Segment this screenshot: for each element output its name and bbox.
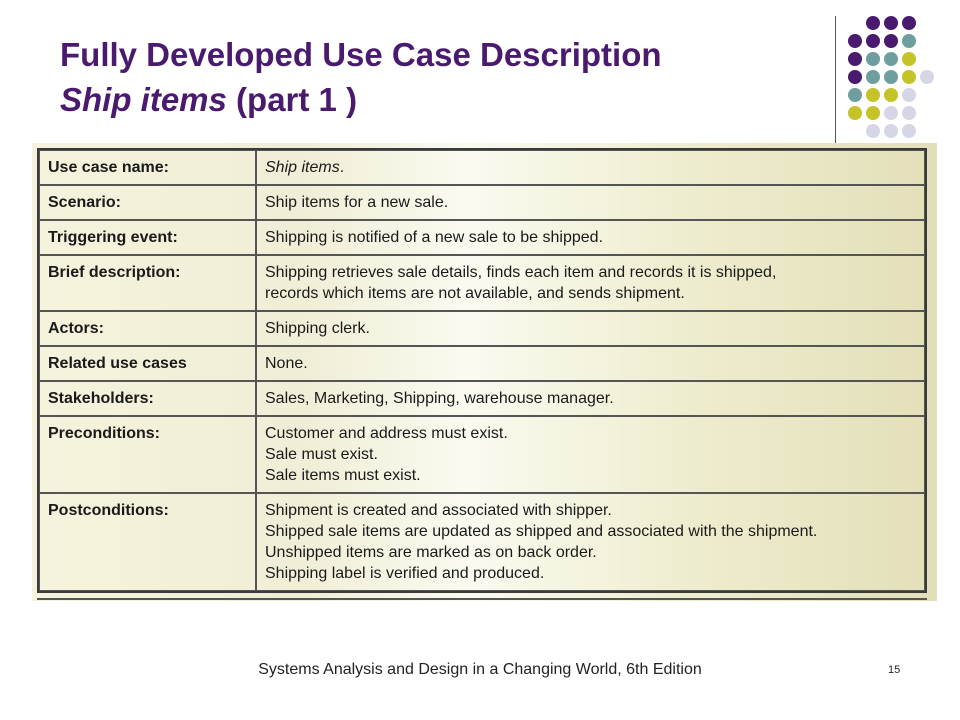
row-label: Brief description: [39, 255, 256, 311]
title-use-case-name: Ship items [60, 81, 227, 118]
row-value-line: Unshipped items are marked as on back order. [265, 544, 597, 561]
row-value-italic: Ship items [265, 159, 340, 176]
decorative-dot [884, 106, 898, 120]
decorative-dot [884, 34, 898, 48]
decorative-dot [884, 52, 898, 66]
decorative-dot [902, 106, 916, 120]
row-value [256, 185, 925, 220]
row-label: Scenario: [39, 185, 256, 220]
row-label: Use case name: [39, 150, 256, 185]
decorative-dot [848, 52, 862, 66]
row-value-line: Shipping clerk. [265, 320, 370, 337]
row-value [256, 493, 925, 591]
decorative-dot [902, 88, 916, 102]
decorative-dot [848, 106, 862, 120]
decorative-dot [884, 88, 898, 102]
row-value-line: Shipped sale items are updated as shipped and associated with the shipment. [265, 523, 818, 540]
title-divider-line [835, 16, 836, 146]
decorative-dot [866, 34, 880, 48]
row-value-line: Shipment is created and associated with shipper. [265, 502, 612, 519]
decorative-dot [866, 124, 880, 138]
decorative-dot [902, 52, 916, 66]
title-line-2 [60, 77, 820, 122]
row-label: Actors: [39, 311, 256, 346]
row-value [256, 346, 925, 381]
decorative-dot [902, 124, 916, 138]
decorative-dot [848, 88, 862, 102]
decorative-dot [848, 34, 862, 48]
decorative-dot [866, 52, 880, 66]
title-part-label: (part 1 ) [226, 81, 358, 118]
table-row [39, 311, 925, 346]
row-value-line: None. [265, 355, 308, 372]
table-row [39, 150, 925, 185]
row-label: Related use cases [39, 346, 256, 381]
table-row [39, 255, 925, 311]
row-value [256, 311, 925, 346]
use-case-table-image [32, 143, 937, 601]
slide-title [60, 32, 820, 122]
decorative-dot [902, 34, 916, 48]
row-value-line: Shipping retrieves sale details, finds each item and records it is shipped, [265, 264, 777, 281]
decorative-dot [902, 16, 916, 30]
decorative-dot [866, 88, 880, 102]
table-row [39, 416, 925, 493]
decorative-dot [866, 106, 880, 120]
decorative-dot [884, 70, 898, 84]
row-value [256, 150, 925, 185]
row-value [256, 416, 925, 493]
footer-citation: Systems Analysis and Design in a Changing World, 6th Edition [258, 661, 702, 678]
row-value-suffix: . [339, 159, 345, 176]
decorative-dot [902, 70, 916, 84]
decorative-dot [884, 124, 898, 138]
row-label: Triggering event: [39, 220, 256, 255]
row-value-line: records which items are not available, and sends shipment. [265, 285, 685, 302]
row-value [256, 255, 925, 311]
table-row [39, 381, 925, 416]
table-row [39, 185, 925, 220]
row-value-line [265, 157, 916, 178]
table-row [39, 220, 925, 255]
title-line-1: Fully Developed Use Case Description [60, 36, 662, 73]
row-value-line: Shipping is notified of a new sale to be shipped. [265, 229, 604, 246]
table-row [39, 346, 925, 381]
decorative-dot [884, 16, 898, 30]
row-label: Preconditions: [39, 416, 256, 493]
row-value [256, 220, 925, 255]
decorative-dot [866, 70, 880, 84]
row-label: Postconditions: [39, 493, 256, 591]
row-value-line: Customer and address must exist. [265, 425, 508, 442]
table-cut-border [37, 598, 927, 600]
decorative-dot [920, 70, 934, 84]
row-value-line: Shipping label is verified and produced. [265, 565, 545, 582]
table-row [39, 493, 925, 591]
row-label: Stakeholders: [39, 381, 256, 416]
decorative-dot-grid [848, 10, 958, 150]
row-value [256, 381, 925, 416]
decorative-dot [848, 70, 862, 84]
row-value-line: Ship items for a new sale. [265, 194, 449, 211]
row-value-line: Sales, Marketing, Shipping, warehouse manager. [265, 390, 614, 407]
page-number: 15 [888, 664, 901, 676]
row-value-line: Sale must exist. [265, 446, 378, 463]
decorative-dot [866, 16, 880, 30]
row-value-line: Sale items must exist. [265, 467, 421, 484]
use-case-table [37, 148, 927, 593]
